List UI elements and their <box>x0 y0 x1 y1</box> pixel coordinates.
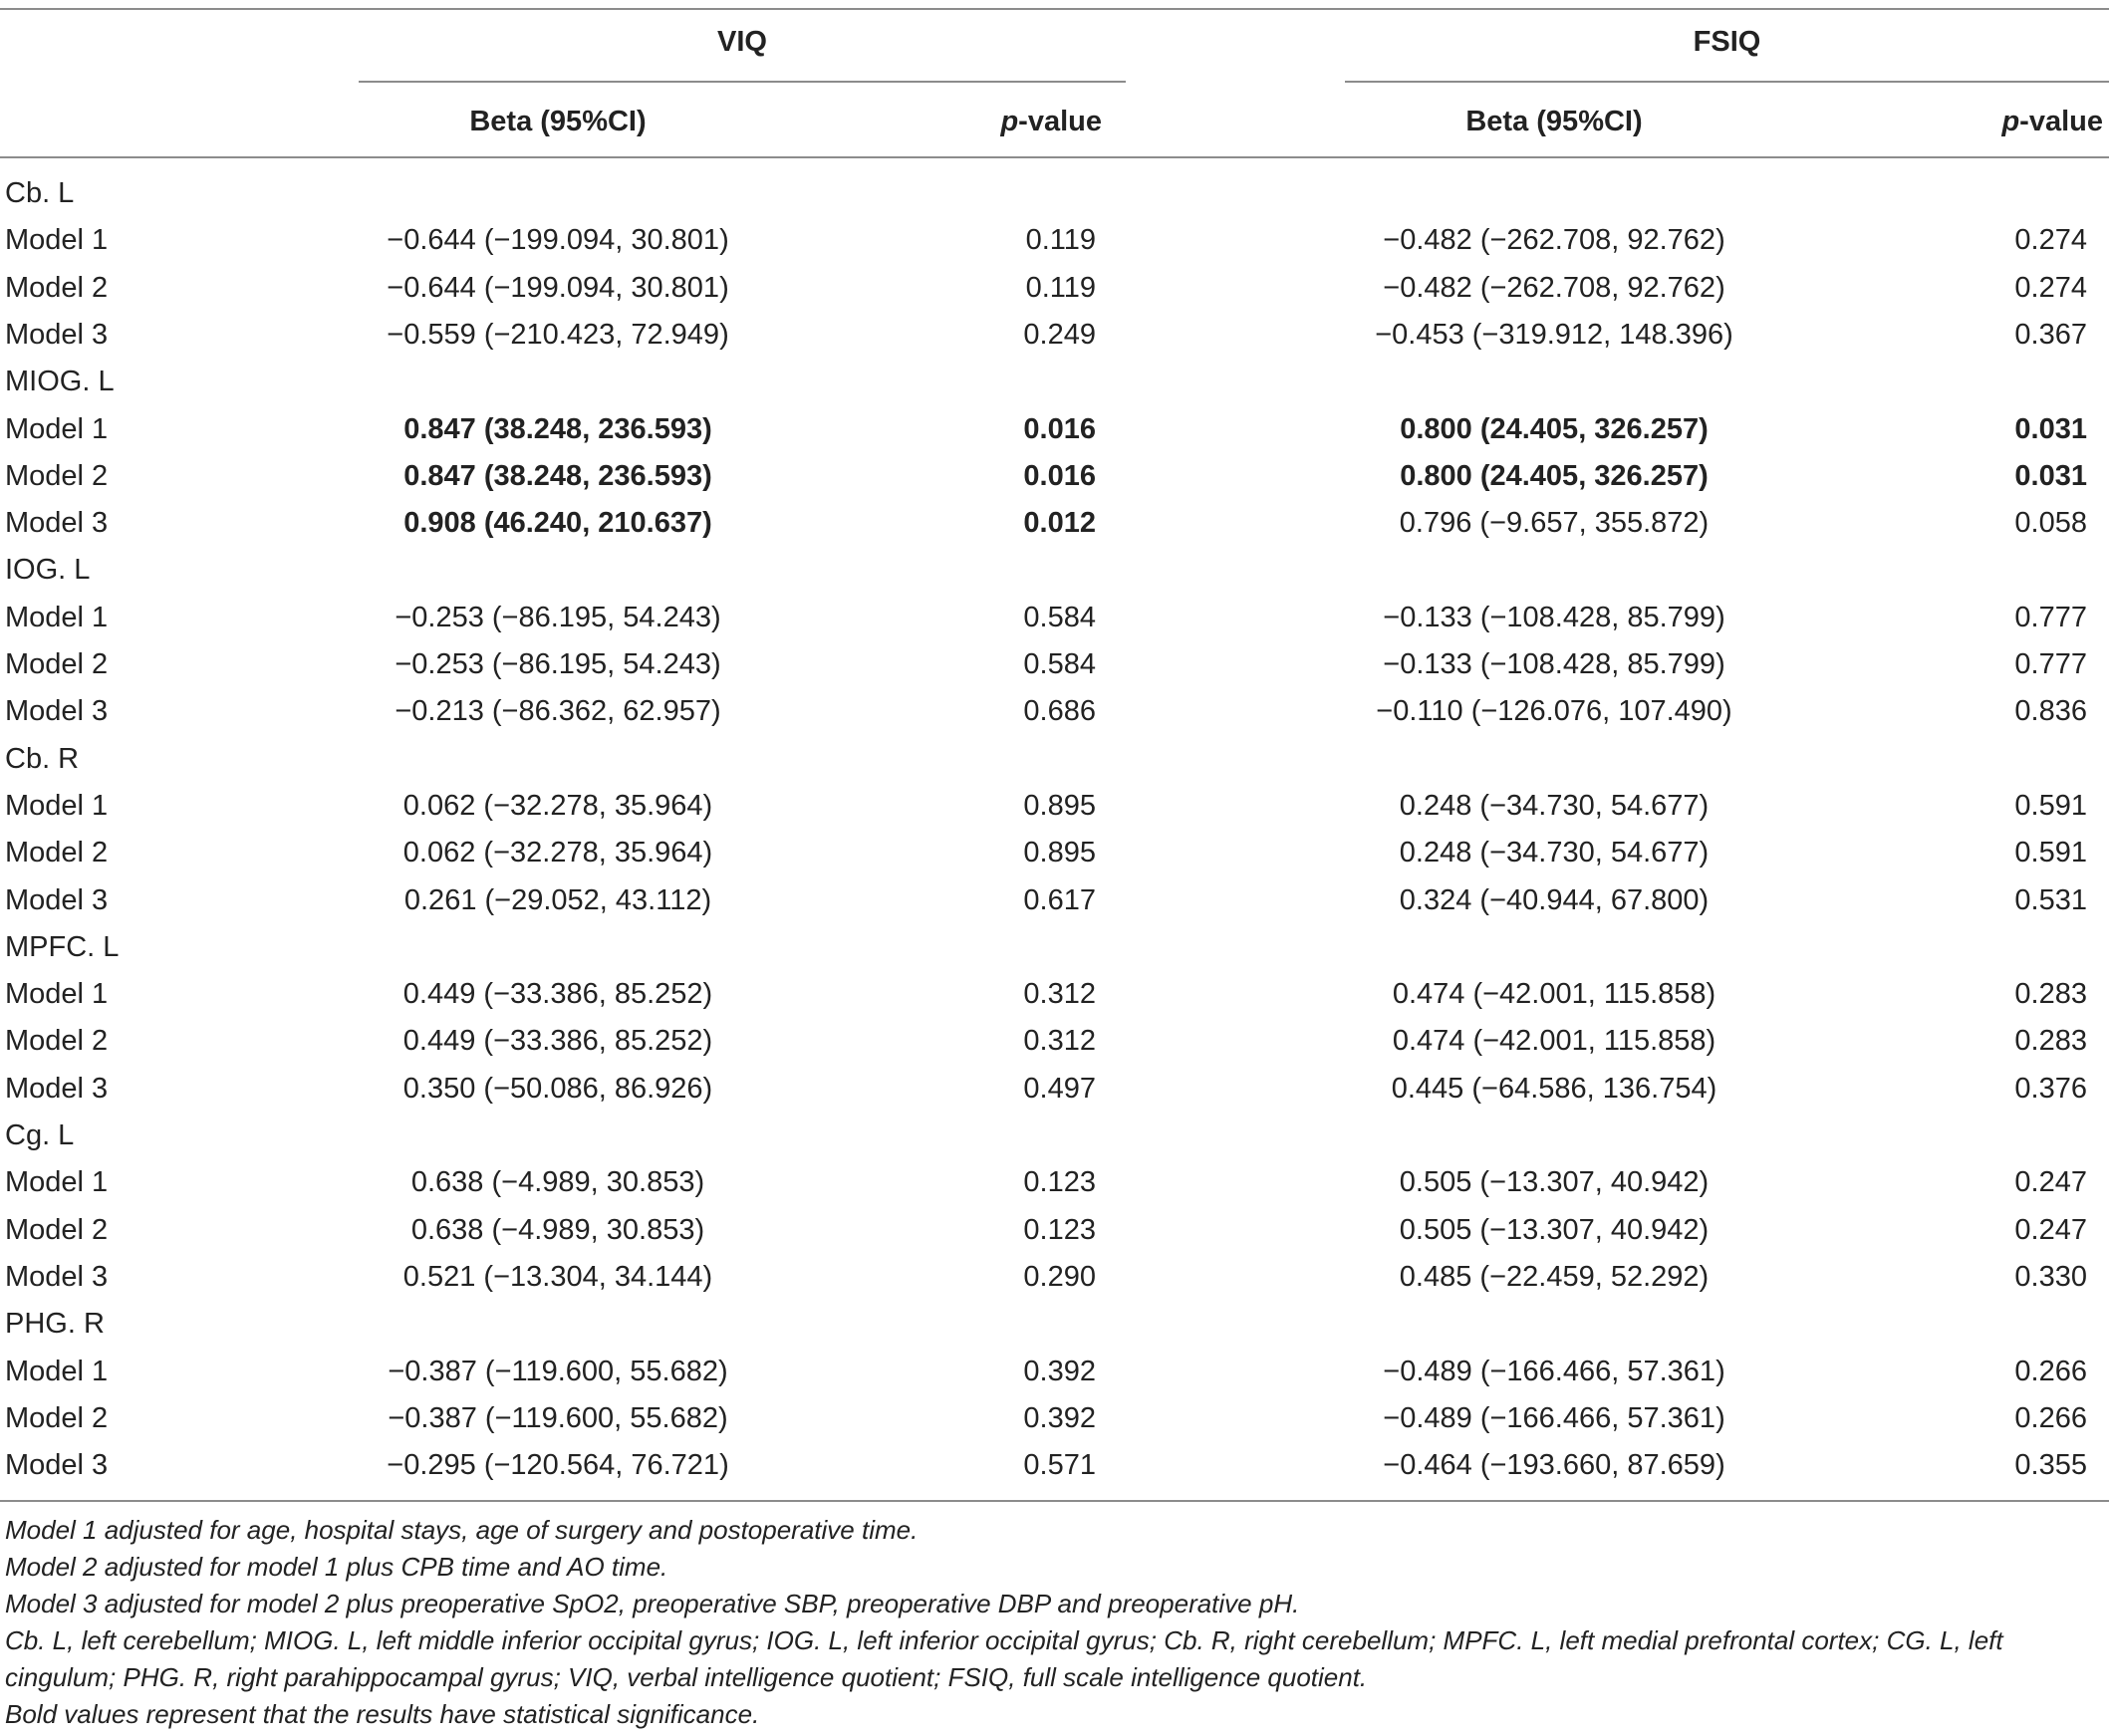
fsiq-p-cell: 0.591 <box>2014 837 2087 869</box>
viq-p-cell: 0.686 <box>1023 695 1096 728</box>
viq-beta-header: Beta (95%CI) <box>469 106 647 137</box>
viq-p-cell: 0.312 <box>1023 978 1096 1011</box>
fsiq-beta-cell: 0.505 (−13.307, 40.942) <box>1399 1166 1710 1199</box>
fsiq-p-cell: 0.031 <box>2014 459 2087 492</box>
viq-beta-cell: −0.644 (−199.094, 30.801) <box>387 224 729 257</box>
viq-p-cell: 0.497 <box>1023 1072 1096 1105</box>
fsiq-p-cell: 0.283 <box>2014 978 2087 1011</box>
table-footnotes <box>5 1512 2097 1733</box>
table-row <box>0 971 2109 1018</box>
viq-p-cell: 0.249 <box>1023 318 1096 351</box>
fsiq-p-cell: 0.283 <box>2014 1025 2087 1058</box>
fsiq-beta-cell: −0.482 (−262.708, 92.762) <box>1383 271 1725 304</box>
viq-p-cell: 0.392 <box>1023 1355 1096 1387</box>
model-label: Model 2 <box>5 648 109 680</box>
fsiq-beta-cell: 0.800 (24.405, 326.257) <box>1400 412 1709 445</box>
model-label: Model 2 <box>5 837 109 869</box>
model-label: Model 1 <box>5 412 109 445</box>
fsiq-p-cell: 0.836 <box>2014 695 2087 728</box>
table-row <box>0 688 2109 735</box>
fsiq-beta-header: Beta (95%CI) <box>1465 106 1643 137</box>
fsiq-p-cell: 0.777 <box>2014 648 2087 680</box>
viq-beta-cell: 0.350 (−50.086, 86.926) <box>402 1072 713 1105</box>
fsiq-p-cell: 0.031 <box>2014 412 2087 445</box>
viq-beta-cell: 0.638 (−4.989, 30.853) <box>410 1166 705 1199</box>
table-row <box>0 830 2109 876</box>
footnote: Bold values represent that the results have statistical significance. <box>5 1699 760 1729</box>
table-row <box>0 595 2109 641</box>
viq-p-cell: 0.119 <box>1025 224 1096 257</box>
region-label: MPFC. L <box>5 930 120 963</box>
fsiq-beta-cell: 0.485 (−22.459, 52.292) <box>1399 1260 1710 1293</box>
table-row <box>0 453 2109 500</box>
fsiq-p-cell: 0.274 <box>2014 224 2087 257</box>
viq-p-cell: 0.123 <box>1023 1166 1096 1199</box>
viq-beta-cell: 0.062 (−32.278, 35.964) <box>402 789 713 822</box>
table-row <box>0 1349 2109 1395</box>
fsiq-p-cell: 0.777 <box>2014 601 2087 633</box>
fsiq-p-cell: 0.247 <box>2014 1166 2087 1199</box>
viq-p-cell: 0.016 <box>1023 459 1096 492</box>
region-label: MIOG. L <box>5 366 115 398</box>
region-label: Cb. R <box>5 742 80 775</box>
model-label: Model 3 <box>5 1449 109 1482</box>
viq-beta-cell: 0.638 (−4.989, 30.853) <box>410 1213 705 1246</box>
footnote: Model 1 adjusted for age, hospital stays, age of surgery and postoperative time. <box>5 1515 919 1545</box>
fsiq-beta-cell: 0.248 (−34.730, 54.677) <box>1399 789 1710 822</box>
section-row <box>0 170 2109 217</box>
table-row <box>0 217 2109 264</box>
viq-p-header: p-value <box>1000 106 1102 137</box>
table-row <box>0 265 2109 312</box>
fsiq-p-cell: 0.266 <box>2014 1355 2087 1387</box>
model-label: Model 2 <box>5 1401 109 1434</box>
section-row <box>0 1301 2109 1348</box>
viq-beta-cell: 0.062 (−32.278, 35.964) <box>402 837 713 869</box>
viq-p-cell: 0.571 <box>1023 1449 1096 1482</box>
table-row <box>0 1159 2109 1206</box>
section-row <box>0 1113 2109 1159</box>
model-label: Model 3 <box>5 318 109 351</box>
fsiq-p-cell: 0.266 <box>2014 1401 2087 1434</box>
viq-beta-cell: −0.644 (−199.094, 30.801) <box>387 271 729 304</box>
table-row <box>0 783 2109 830</box>
viq-beta-cell: 0.449 (−33.386, 85.252) <box>402 1025 713 1058</box>
region-label: PHG. R <box>5 1308 105 1341</box>
section-row <box>0 359 2109 405</box>
table-row <box>0 1066 2109 1113</box>
region-label: Cb. L <box>5 177 75 209</box>
group-header-viq: VIQ <box>717 26 767 58</box>
viq-beta-cell: −0.295 (−120.564, 76.721) <box>387 1449 729 1482</box>
viq-p-cell: 0.119 <box>1025 271 1096 304</box>
table-row <box>0 312 2109 359</box>
model-label: Model 1 <box>5 1355 109 1387</box>
model-label: Model 3 <box>5 1260 109 1293</box>
viq-beta-cell: 0.847 (38.248, 236.593) <box>403 412 712 445</box>
fsiq-p-cell: 0.355 <box>2014 1449 2087 1482</box>
fsiq-p-cell: 0.367 <box>2014 318 2087 351</box>
fsiq-p-cell: 0.247 <box>2014 1213 2087 1246</box>
model-label: Model 3 <box>5 695 109 728</box>
fsiq-p-cell: 0.591 <box>2014 789 2087 822</box>
viq-p-cell: 0.895 <box>1023 837 1096 869</box>
fsiq-p-cell: 0.376 <box>2014 1072 2087 1105</box>
viq-beta-cell: 0.521 (−13.304, 34.144) <box>402 1260 713 1293</box>
viq-p-cell: 0.123 <box>1023 1213 1096 1246</box>
table-row <box>0 1207 2109 1254</box>
viq-beta-cell: −0.213 (−86.362, 62.957) <box>395 695 721 728</box>
viq-p-cell: 0.012 <box>1023 507 1096 540</box>
region-label: Cg. L <box>5 1119 75 1151</box>
table-row <box>0 877 2109 924</box>
section-row <box>0 736 2109 783</box>
footnote: Model 2 adjusted for model 1 plus CPB time and AO time. <box>5 1552 668 1582</box>
model-label: Model 3 <box>5 1072 109 1105</box>
viq-p-cell: 0.290 <box>1023 1260 1096 1293</box>
viq-beta-cell: 0.908 (46.240, 210.637) <box>403 507 712 540</box>
fsiq-beta-cell: −0.464 (−193.660, 87.659) <box>1383 1449 1725 1482</box>
fsiq-p-cell: 0.531 <box>2014 883 2087 916</box>
viq-beta-cell: −0.387 (−119.600, 55.682) <box>388 1401 728 1434</box>
region-label: IOG. L <box>5 554 91 587</box>
section-row <box>0 924 2109 971</box>
model-label: Model 2 <box>5 459 109 492</box>
fsiq-beta-cell: 0.800 (24.405, 326.257) <box>1400 459 1709 492</box>
viq-p-cell: 0.392 <box>1023 1401 1096 1434</box>
section-row <box>0 547 2109 594</box>
fsiq-beta-cell: 0.474 (−42.001, 115.858) <box>1392 978 1716 1011</box>
model-label: Model 1 <box>5 601 109 633</box>
table-bottom-rule <box>0 1500 2109 1502</box>
table-row <box>0 1254 2109 1301</box>
viq-p-cell: 0.016 <box>1023 412 1096 445</box>
model-label: Model 1 <box>5 789 109 822</box>
footnote: Cb. L, left cerebellum; MIOG. L, left middle inferior occipital gyrus; IOG. L, left inferior occipital gyrus; Cb. R, right cerebellum; MPFC. L, left medial prefrontal cortex; CG. L, left cingulum; PHG. R, right parahippocampal gyrus; VIQ, verbal intelligence quotient; FSIQ, full scale intelligence quotient. <box>5 1625 2003 1692</box>
fsiq-beta-cell: 0.474 (−42.001, 115.858) <box>1392 1025 1716 1058</box>
fsiq-beta-cell: 0.796 (−9.657, 355.872) <box>1399 507 1710 540</box>
table-row <box>0 641 2109 688</box>
footnote: Model 3 adjusted for model 2 plus preoperative SpO2, preoperative SBP, preoperative DBP and preoperative pH. <box>5 1589 1300 1618</box>
viq-beta-cell: 0.847 (38.248, 236.593) <box>403 459 712 492</box>
fsiq-p-cell: 0.058 <box>2014 507 2087 540</box>
fsiq-beta-cell: −0.489 (−166.466, 57.361) <box>1383 1355 1725 1387</box>
model-label: Model 2 <box>5 271 109 304</box>
fsiq-beta-cell: −0.133 (−108.428, 85.799) <box>1383 648 1725 680</box>
viq-p-cell: 0.584 <box>1023 601 1096 633</box>
model-label: Model 2 <box>5 1025 109 1058</box>
fsiq-beta-cell: −0.489 (−166.466, 57.361) <box>1383 1401 1725 1434</box>
table-row <box>0 1018 2109 1065</box>
table-row <box>0 1442 2109 1489</box>
viq-beta-cell: −0.559 (−210.423, 72.949) <box>387 318 729 351</box>
model-label: Model 1 <box>5 978 109 1011</box>
model-label: Model 2 <box>5 1213 109 1246</box>
group-header-fsiq: FSIQ <box>1693 26 1761 58</box>
table-row <box>0 500 2109 547</box>
table-row <box>0 406 2109 453</box>
fsiq-beta-cell: 0.324 (−40.944, 67.800) <box>1399 883 1710 916</box>
fsiq-beta-cell: 0.505 (−13.307, 40.942) <box>1399 1213 1710 1246</box>
viq-p-cell: 0.617 <box>1023 883 1096 916</box>
fsiq-p-cell: 0.274 <box>2014 271 2087 304</box>
viq-p-cell: 0.312 <box>1023 1025 1096 1058</box>
model-label: Model 3 <box>5 883 109 916</box>
fsiq-beta-cell: −0.133 (−108.428, 85.799) <box>1383 601 1725 633</box>
viq-beta-cell: −0.253 (−86.195, 54.243) <box>395 601 721 633</box>
fsiq-p-header: p-value <box>2001 106 2103 137</box>
model-label: Model 1 <box>5 224 109 257</box>
fsiq-beta-cell: −0.110 (−126.076, 107.490) <box>1376 695 1732 728</box>
viq-beta-cell: −0.253 (−86.195, 54.243) <box>395 648 721 680</box>
table-row <box>0 1395 2109 1442</box>
fsiq-beta-cell: 0.248 (−34.730, 54.677) <box>1399 837 1710 869</box>
fsiq-beta-cell: 0.445 (−64.586, 136.754) <box>1391 1072 1717 1105</box>
model-label: Model 3 <box>5 507 109 540</box>
viq-beta-cell: −0.387 (−119.600, 55.682) <box>388 1355 728 1387</box>
fsiq-p-cell: 0.330 <box>2014 1260 2087 1293</box>
viq-p-cell: 0.895 <box>1023 789 1096 822</box>
fsiq-beta-cell: −0.453 (−319.912, 148.396) <box>1375 318 1733 351</box>
viq-beta-cell: 0.261 (−29.052, 43.112) <box>403 883 712 916</box>
viq-beta-cell: 0.449 (−33.386, 85.252) <box>402 978 713 1011</box>
viq-p-cell: 0.584 <box>1023 648 1096 680</box>
fsiq-beta-cell: −0.482 (−262.708, 92.762) <box>1383 224 1725 257</box>
model-label: Model 1 <box>5 1166 109 1199</box>
